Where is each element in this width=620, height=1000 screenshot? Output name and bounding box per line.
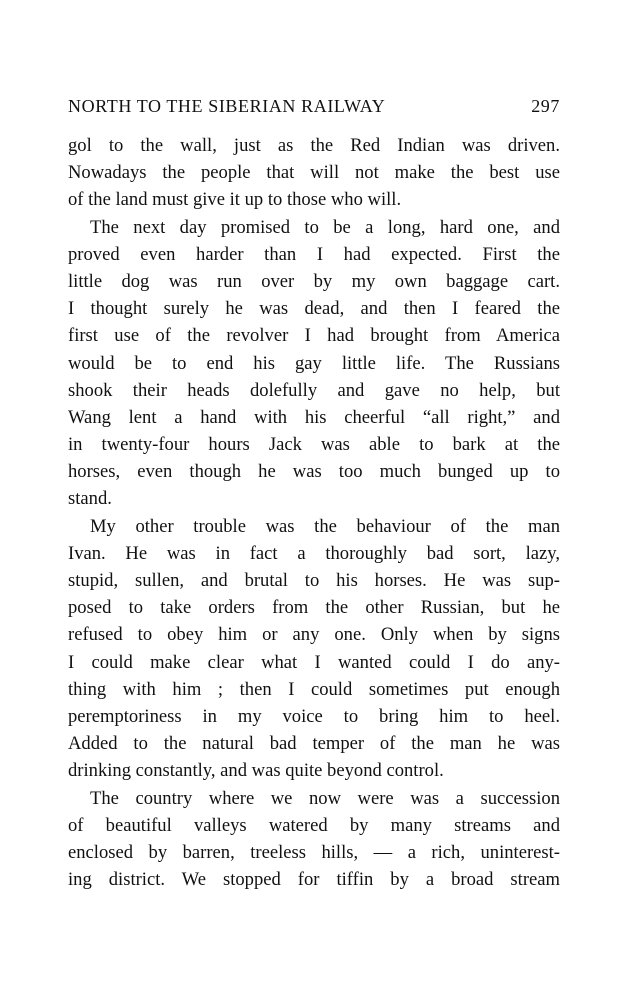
- text-line: peremptoriness in my voice to bring him to heel.: [68, 705, 560, 727]
- text-line: The next day promised to be a long, hard one, and: [90, 216, 560, 238]
- text-line: shook their heads dolefully and gave no help, but: [68, 379, 560, 401]
- text-line: Added to the natural bad temper of the man he was: [68, 733, 560, 755]
- text-line: proved even harder than I had expected. First the: [68, 243, 560, 265]
- running-title: NORTH TO THE SIBERIAN RAILWAY: [68, 96, 386, 116]
- text-line: horses, even though he was too much bunged up to: [68, 461, 560, 483]
- text-line: in twenty-four hours Jack was able to bark at the: [68, 434, 560, 456]
- text-line: drinking constantly, and was quite beyond control.: [68, 760, 444, 782]
- text-line: little dog was run over by my own baggage cart.: [68, 270, 560, 292]
- text-line: of beautiful valleys watered by many streams and: [68, 814, 560, 836]
- text-line: I could make clear what I wanted could I do any-: [68, 651, 560, 673]
- text-line: of the land must give it up to those who will.: [68, 189, 402, 211]
- text-line: My other trouble was the behaviour of the man: [90, 515, 560, 537]
- running-head: [68, 96, 560, 120]
- text-line: first use of the revolver I had brought from America: [68, 325, 560, 347]
- text-line: thing with him ; then I could sometimes put enough: [68, 678, 560, 700]
- text-line: posed to take orders from the other Russian, but he: [68, 597, 560, 619]
- text-line: ing district. We stopped for tiffin by a broad stream: [68, 869, 560, 891]
- text-line: stand.: [68, 488, 112, 510]
- body-text: [68, 132, 560, 893]
- text-line: refused to obey him or any one. Only when by signs: [68, 624, 560, 646]
- text-line: Ivan. He was in fact a thoroughly bad sort, lazy,: [68, 542, 560, 564]
- text-line: Wang lent a hand with his cheerful “all right,” and: [68, 406, 560, 428]
- text-line: gol to the wall, just as the Red Indian was driven.: [68, 135, 560, 156]
- text-line: would be to end his gay little life. The Russians: [68, 352, 560, 374]
- text-line: I thought surely he was dead, and then I feared the: [68, 298, 560, 320]
- page-number: 297: [531, 96, 560, 116]
- text-line: The country where we now were was a succession: [90, 787, 560, 809]
- text-line: stupid, sullen, and brutal to his horses. He was sup-: [68, 570, 560, 591]
- text-line: Nowadays the people that will not make the best use: [68, 162, 560, 184]
- text-line: enclosed by barren, treeless hills, — a rich, uninterest-: [68, 841, 560, 863]
